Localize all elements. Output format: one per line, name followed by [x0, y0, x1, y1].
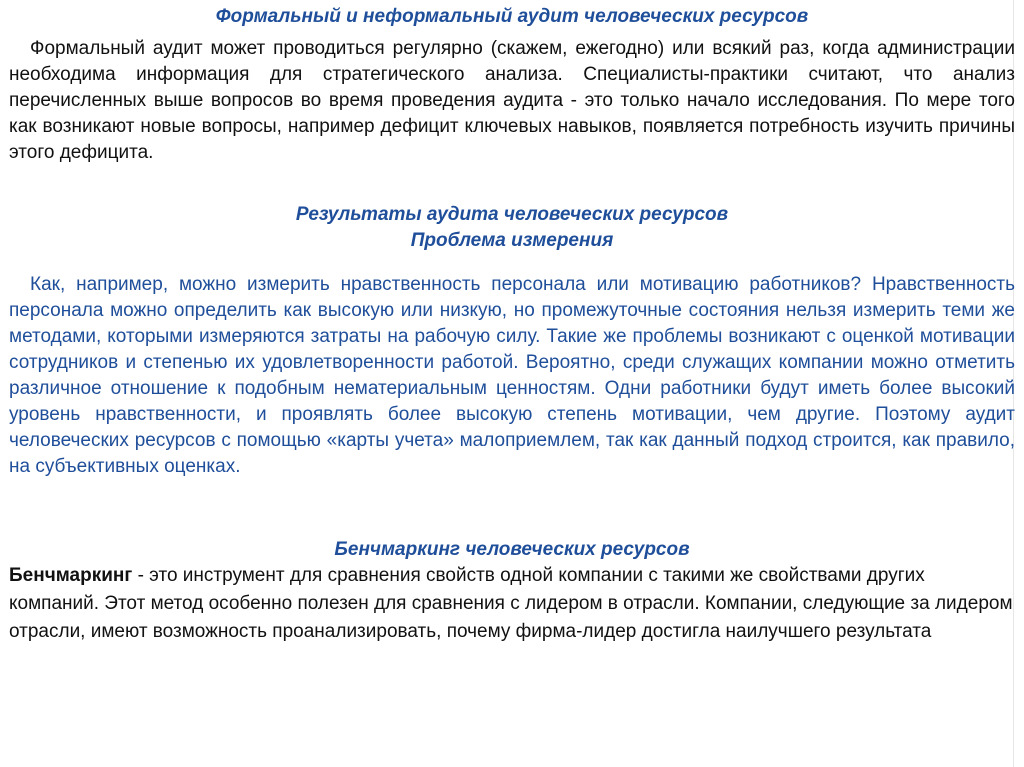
section2-subheading: Проблема измерения: [410, 230, 614, 251]
section2-heading: Результаты аудита человеческих ресурсов: [295, 204, 729, 225]
section3-heading: Бенчмаркинг человеческих ресурсов: [334, 539, 690, 560]
section1-paragraph: [9, 36, 1015, 166]
section2-paragraph: [9, 272, 1015, 480]
section3-paragraph: [9, 562, 1015, 646]
section1-body: Формальный аудит может проводиться регулярно (скажем, ежегодно) или всякий раз, когда администрации необходима информация для стратегического анализа. Специалисты-практики считают, что анализ перечисленных выше вопросов во время проведения аудита - это только начало исследования. По мере того как возникают новые вопросы, например дефицит ключевых навыков, появляется потребность изучить причины этого дефицита.: [9, 38, 1015, 163]
benchmarking-definition: - это инструмент для сравнения свойств одной компании с такими же свойствами других компаний. Этот метод особенно полезен для сравнения с лидером в отрасли. Компании, следующие за лидером отрасли, имеют возможность проанализировать, почему фирма-лидер достигла наилучшего результата: [9, 565, 1013, 642]
section1-heading: Формальный и неформальный аудит человеческих ресурсов: [215, 6, 809, 27]
section2-body: Как, например, можно измерить нравственность персонала или мотивацию работников? Нравственность персонала можно определить как высокую или низкую, но промежуточные состояния нельзя измерить теми же методами, которыми измеряются затраты на рабочую силу. Такие же проблемы возникают с оценкой мотивации сотрудников и степенью их удовлетворенности работой. Вероятно, среди служащих компании можно отметить различное отношение к подобным нематериальным ценностям. Одни работники будут иметь более высокий уровень нравственности, и проявлять более высокую степень мотивации, чем другие. Поэтому аудит человеческих ресурсов с помощью «карты учета» малоприемлем, так как данный подход строится, как правило, на субъективных оценках.: [9, 274, 1015, 477]
benchmarking-term: Бенчмаркинг: [9, 565, 133, 586]
